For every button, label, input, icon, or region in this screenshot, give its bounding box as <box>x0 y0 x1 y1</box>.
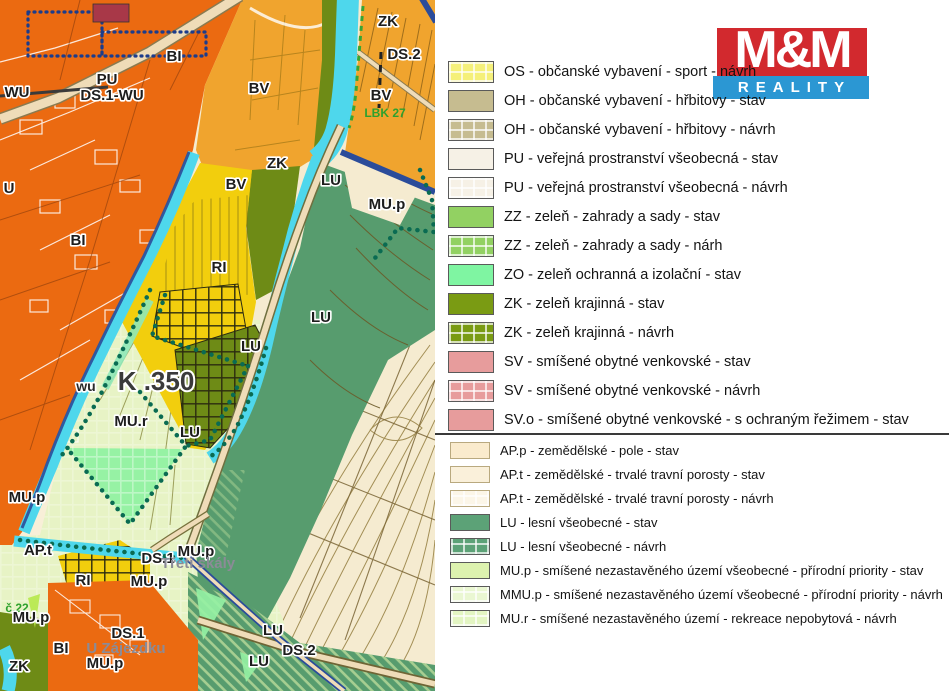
legend-row <box>435 260 949 289</box>
legend-label: PU - veřejná prostranství všeobecná - návrh <box>504 179 788 196</box>
legend-row <box>435 86 949 115</box>
map-label: LU <box>321 172 341 189</box>
map-label: MU.p <box>368 196 406 213</box>
region-svo <box>93 4 129 22</box>
legend-row <box>435 462 949 486</box>
legend-swatch <box>450 466 490 483</box>
legend-swatch <box>448 264 494 286</box>
legend-row <box>435 289 949 318</box>
legend-label: MU.r - smíšené nezastavěného území - rekreace nepobytová - návrh <box>500 610 897 626</box>
map-label: MU.p <box>86 655 124 672</box>
legend-row <box>435 173 949 202</box>
map-label: BI <box>166 48 182 65</box>
map-label: č.22 <box>5 601 29 615</box>
map-label: LU <box>180 424 200 441</box>
map-label: Třetí skály <box>160 555 236 572</box>
legend-swatch <box>448 177 494 199</box>
map-label: AP.t <box>23 542 53 559</box>
map-label: MU.p <box>177 543 215 560</box>
legend-label: ZZ - zeleň - zahrady a sady - nárh <box>504 237 723 254</box>
legend-label: MU.p - smíšené nezastavěného území všeobecné - přírodní priority - stav <box>500 562 924 578</box>
legend-label: OH - občanské vybavení - hřbitovy - návrh <box>504 121 776 138</box>
legend-label: OH - občanské vybavení - hřbitovy - stav <box>504 92 766 109</box>
legend-row <box>435 405 949 434</box>
map-area <box>0 0 435 691</box>
legend-label: ZZ - zeleň - zahrady a sady - stav <box>504 208 720 225</box>
map-label: MU.p <box>12 609 50 626</box>
legend-label: ZK - zeleň krajinná - stav <box>504 295 665 312</box>
legend-label: SV - smíšené obytné venkovské - návrh <box>504 382 761 399</box>
map-label: MU.p <box>8 489 46 506</box>
legend-row <box>435 231 949 260</box>
legend-row <box>435 115 949 144</box>
map-label: LBK 27 <box>364 106 406 120</box>
logo-bottom: REALITY <box>713 76 869 99</box>
map-label: DS.1 <box>141 550 175 567</box>
legend-swatch <box>450 562 490 579</box>
legend-row <box>435 376 949 405</box>
map-label: LU <box>249 653 269 670</box>
map-label: RI <box>75 572 91 589</box>
legend-section-built <box>435 57 949 434</box>
legend-row <box>435 144 949 173</box>
legend-label: SV.o - smíšené obytné venkovské - s ochraným řežimem - stav <box>504 411 909 428</box>
legend-swatch <box>448 409 494 431</box>
legend-label: OS - občanské vybavení - sport - návrh <box>504 63 757 80</box>
map-label: BI <box>70 232 86 249</box>
legend-swatch <box>448 148 494 170</box>
legend-label: AP.t - zemědělské - trvalé travní porosty - návrh <box>500 490 774 506</box>
logo-top: M&M <box>717 28 867 76</box>
legend-label: LU - lesní všeobecné - návrh <box>500 538 667 554</box>
map-label: DS.1 <box>111 625 145 642</box>
legend-row <box>435 57 949 86</box>
legend-label: ZK - zeleň krajinná - návrh <box>504 324 675 341</box>
legend-swatch <box>448 206 494 228</box>
map-label: MU.p <box>130 573 168 590</box>
map-label: DS.2 <box>282 642 316 659</box>
map-label: WU <box>4 84 30 101</box>
legend-swatch <box>450 586 490 603</box>
map-label: ZK <box>378 13 398 30</box>
map-label: BV <box>370 87 392 104</box>
map-label: U <box>3 180 15 197</box>
map-label: LU <box>311 309 331 326</box>
zoning-map <box>0 0 435 691</box>
legend-swatch <box>448 322 494 344</box>
legend-swatch <box>448 119 494 141</box>
map-label: wu <box>76 378 96 394</box>
legend-swatch <box>448 235 494 257</box>
map-label: DS.2 <box>387 46 421 63</box>
legend-swatch <box>450 514 490 531</box>
legend-label: ZO - zeleň ochranná a izolační - stav <box>504 266 741 283</box>
legend-swatch <box>448 90 494 112</box>
legend-row <box>435 534 949 558</box>
legend-row <box>435 582 949 606</box>
legend-label: AP.t - zemědělské - trvalé travní porosty - stav <box>500 466 765 482</box>
legend-row <box>435 606 949 630</box>
map-label: BI <box>53 640 69 657</box>
legend-label: SV - smíšené obytné venkovské - stav <box>504 353 751 370</box>
legend-row <box>435 438 949 462</box>
legend-row <box>435 347 949 376</box>
legend-divider <box>435 433 949 435</box>
legend-swatch <box>448 61 494 83</box>
legend-label: AP.p - zemědělské - pole - stav <box>500 442 679 458</box>
map-label: RI <box>211 259 227 276</box>
legend-row <box>435 558 949 582</box>
map-label: BV <box>225 176 247 193</box>
legend-swatch <box>448 293 494 315</box>
map-label: PU <box>96 71 118 88</box>
legend-swatch <box>450 610 490 627</box>
legend-swatch <box>450 538 490 555</box>
legend-row <box>435 318 949 347</box>
legend-swatch <box>450 442 490 459</box>
legend-swatch <box>450 490 490 507</box>
map-label: DS.1-WU <box>80 87 144 104</box>
map-label: LU <box>263 622 283 639</box>
legend-label: MMU.p - smíšené nezastavěného území všeobecné - přírodní priority - návrh <box>500 586 943 602</box>
map-label: U Zájezdku <box>86 640 166 657</box>
legend-label: LU - lesní všeobecné - stav <box>500 514 658 530</box>
map-label: ZK <box>267 155 287 172</box>
map-label: K .350 <box>117 366 195 396</box>
legend-row <box>435 202 949 231</box>
legend-section-unbuilt <box>435 438 949 630</box>
map-label: LU <box>241 338 261 355</box>
map-label: MU.r <box>114 413 148 430</box>
map-label: BV <box>248 80 270 97</box>
legend-swatch <box>448 380 494 402</box>
legend-label: PU - veřejná prostranství všeobecná - stav <box>504 150 779 167</box>
legend-panel <box>435 0 949 691</box>
legend-row <box>435 486 949 510</box>
legend-row <box>435 510 949 534</box>
map-label: ZK <box>9 658 29 675</box>
legend-swatch <box>448 351 494 373</box>
